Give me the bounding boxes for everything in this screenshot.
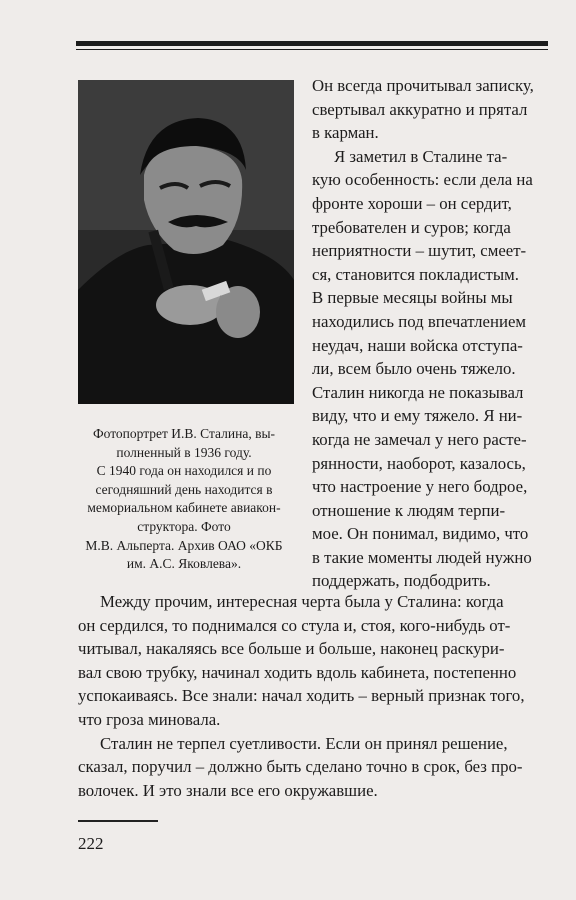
text-line: поддержать, подбодрить. xyxy=(312,571,491,591)
text-line: Сталин никогда не показывал xyxy=(312,382,524,402)
footer-rule xyxy=(78,820,158,822)
text-line: вал свою трубку, начинал ходить вдоль кабинета, постепенно xyxy=(78,662,517,682)
body-text-column xyxy=(312,74,547,593)
text-line: свертывал аккуратно и прятал xyxy=(312,99,528,119)
text-line: в такие моменты людей нужно xyxy=(312,547,532,567)
text-line: успокаиваясь. Все знали: начал ходить – верный признак того, xyxy=(78,686,525,706)
text-line: что настроение у него бодрое, xyxy=(312,477,528,497)
caption-line: М.В. Альперта. Архив ОАО «ОКБ xyxy=(85,537,283,553)
header-rule-thick xyxy=(76,41,548,46)
photo-caption xyxy=(66,425,302,574)
text-line: ся, становится покладистым. xyxy=(312,264,519,284)
text-line: рянности, наоборот, казалось, xyxy=(312,453,526,473)
text-line: ли, всем было очень тяжело. xyxy=(312,359,516,379)
text-line: Сталин не терпел суетливости. Если он принял решение, xyxy=(100,733,508,753)
text-line: отношение к людям терпи- xyxy=(312,500,506,520)
page-number: 222 xyxy=(78,834,104,853)
text-line: виду, что и ему тяжело. Я ни- xyxy=(312,406,523,426)
text-line: находились под впечатлением xyxy=(312,311,527,331)
text-line: Я заметил в Сталине та- xyxy=(334,146,508,166)
text-line: В первые месяцы войны мы xyxy=(312,288,513,308)
caption-line: Фотопортрет И.В. Сталина, вы- xyxy=(92,426,276,441)
caption-line: мемориальном кабинете авиакон- xyxy=(87,500,281,516)
caption-line: С 1940 года он находился и по xyxy=(96,463,272,479)
text-line: сказал, поручил – должно быть сделано точно в срок, без про- xyxy=(78,757,523,777)
text-line: он сердился, то поднимался со стула и, стоя, кого-нибудь от- xyxy=(78,615,511,635)
caption-line: сегодняшний день находится в xyxy=(95,481,273,497)
text-line: требователен и суров; когда xyxy=(312,217,511,237)
text-line: в карман. xyxy=(312,123,379,143)
caption-line: структора. Фото xyxy=(137,518,231,534)
text-line: читывал, накаляясь все больше и больше, наконец раскури- xyxy=(78,639,505,659)
portrait-photo xyxy=(78,80,294,404)
header-rule-thin xyxy=(76,49,548,50)
text-line: волочек. И это знали все его окружавшие. xyxy=(78,780,378,800)
text-line: когда не замечал у него расте- xyxy=(312,429,527,449)
caption-line: полненный в 1936 году. xyxy=(116,444,252,460)
text-line: неудач, наши войска отступа- xyxy=(312,335,523,355)
text-line: что гроза миновала. xyxy=(78,709,221,729)
text-line: кую особенность: если дела на xyxy=(312,170,533,190)
body-text-full-width xyxy=(78,590,548,802)
text-line: мое. Он понимал, видимо, что xyxy=(312,524,529,544)
text-line: фронте хороши – он сердит, xyxy=(312,193,512,213)
text-line: неприятности – шутит, смеет- xyxy=(312,241,527,261)
caption-line: им. А.С. Яковлева». xyxy=(126,556,242,572)
text-line: Между прочим, интересная черта была у Сталина: когда xyxy=(100,592,504,611)
text-line: Он всегда прочитывал записку, xyxy=(312,76,534,95)
